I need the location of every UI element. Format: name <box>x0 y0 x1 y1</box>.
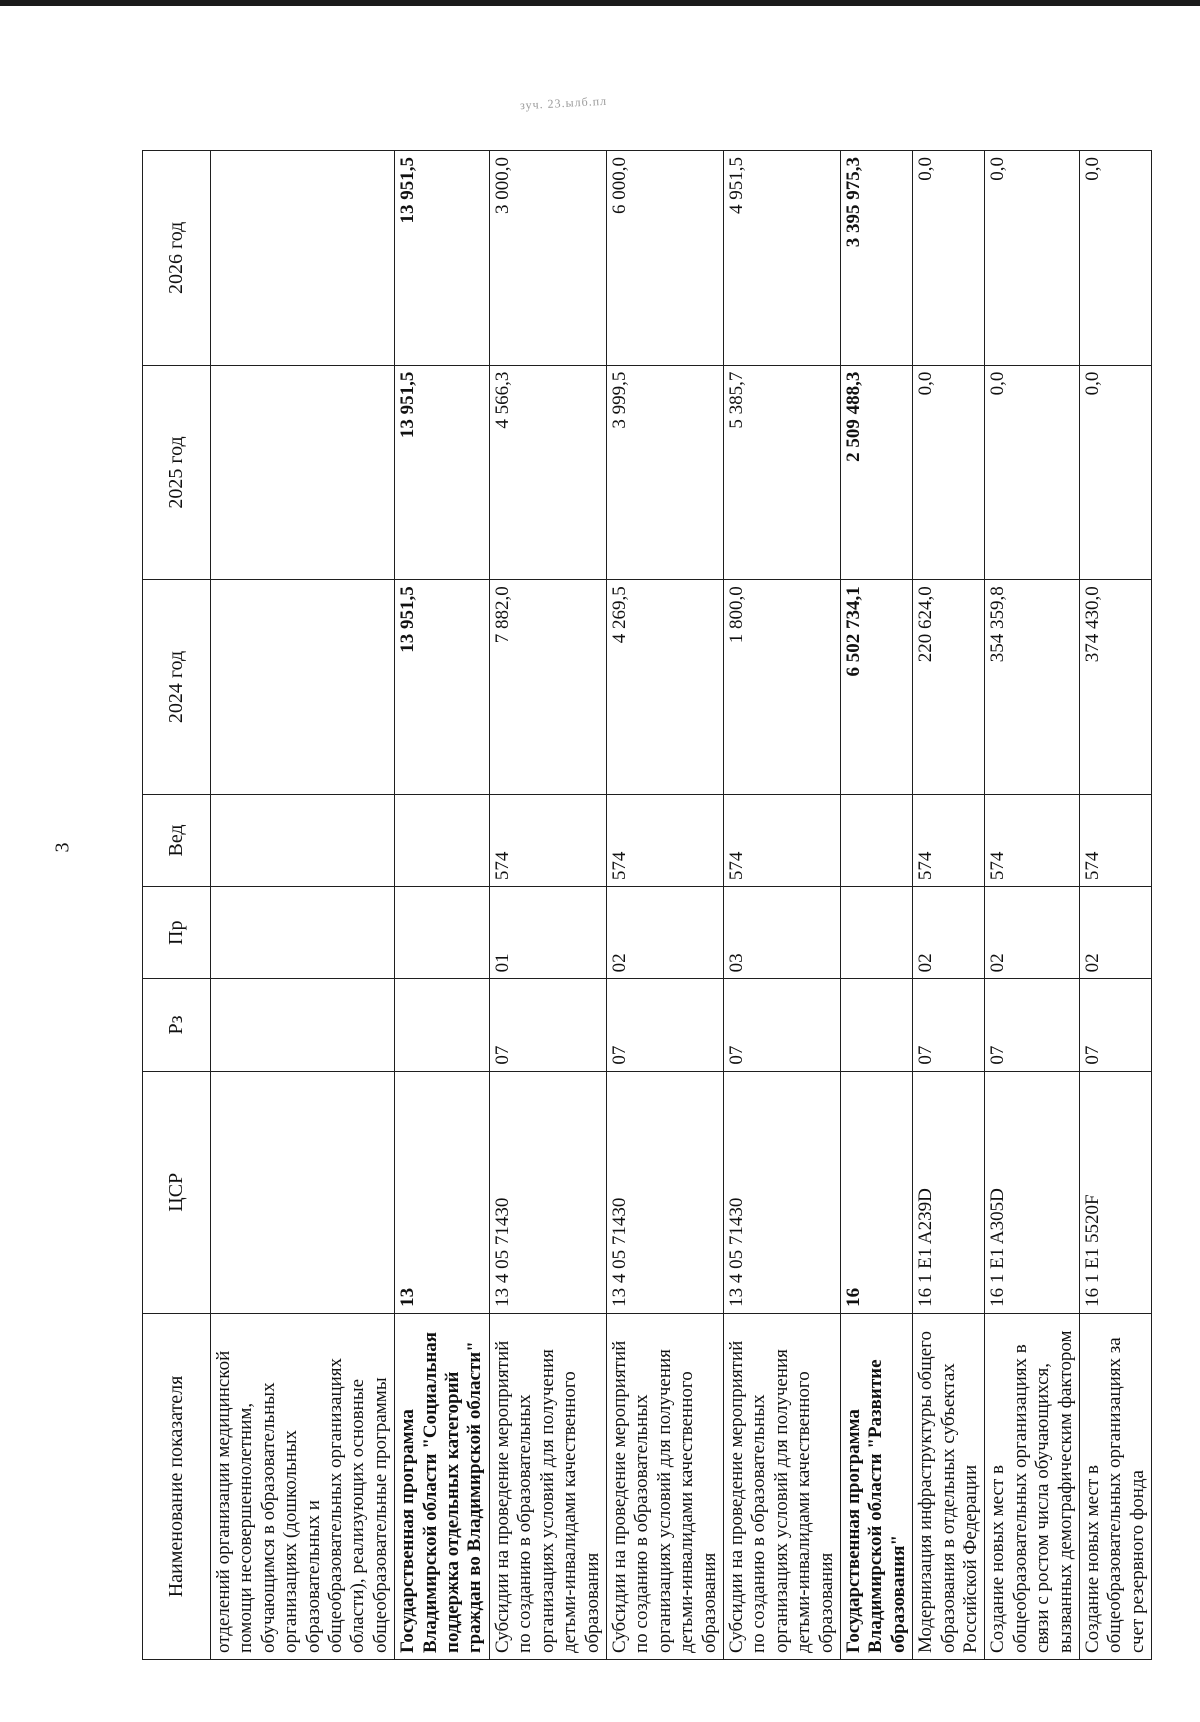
cell-2025: 13 951,5 <box>395 365 490 580</box>
cell-rz <box>211 979 395 1071</box>
cell-2024: 7 882,0 <box>489 580 606 795</box>
cell-ved <box>840 794 912 886</box>
cell-ved: 574 <box>985 794 1080 886</box>
cell-rz: 07 <box>489 979 606 1071</box>
cell-ved <box>395 794 490 886</box>
cell-ved: 574 <box>913 794 985 886</box>
cell-ved: 574 <box>1080 794 1152 886</box>
cell-2025 <box>211 365 395 580</box>
cell-rz <box>840 979 912 1071</box>
cell-pr: 01 <box>489 887 606 979</box>
cell-name: Субсидии на проведение мероприятий по созданию в образовательных организациях условий для получения детьми-инвалидами качественного образования <box>489 1313 606 1659</box>
cell-2025: 5 385,7 <box>723 365 840 580</box>
cell-name: отделений организации медицинской помощи несовершеннолетним, обучающимся в образовательных организациях (дошкольных образовательных и общеобразовательных организациях области), реализующих основные общеобразовательные программы <box>211 1313 395 1659</box>
header-2025: 2025 год <box>143 365 211 580</box>
cell-pr: 03 <box>723 887 840 979</box>
cell-2024: 13 951,5 <box>395 580 490 795</box>
header-pr: Пр <box>143 887 211 979</box>
cell-2024: 6 502 734,1 <box>840 580 912 795</box>
cell-rz: 07 <box>1080 979 1152 1071</box>
table-row <box>1080 151 1152 1660</box>
cell-2026: 4 951,5 <box>723 151 840 366</box>
budget-table <box>142 150 1152 1660</box>
cell-csr: 16 1 E1 5520F <box>1080 1071 1152 1313</box>
cell-pr <box>840 887 912 979</box>
cell-rz: 07 <box>723 979 840 1071</box>
header-2026: 2026 год <box>143 151 211 366</box>
cell-rz <box>395 979 490 1071</box>
cell-ved <box>211 794 395 886</box>
table-row <box>913 151 985 1660</box>
cell-name: Субсидии на проведение мероприятий по созданию в образовательных организациях условий для получения детьми-инвалидами качественного образования <box>723 1313 840 1659</box>
cell-csr: 13 4 05 71430 <box>723 1071 840 1313</box>
cell-2024: 4 269,5 <box>606 580 723 795</box>
cell-pr: 02 <box>985 887 1080 979</box>
header-rz: Рз <box>143 979 211 1071</box>
cell-2024: 374 430,0 <box>1080 580 1152 795</box>
rotated-table-container <box>142 150 1148 1660</box>
cell-2026: 0,0 <box>1080 151 1152 366</box>
header-csr: ЦСР <box>143 1071 211 1313</box>
cell-csr: 16 1 E1 A239D <box>913 1071 985 1313</box>
scan-edge <box>0 0 1200 6</box>
cell-csr: 13 <box>395 1071 490 1313</box>
cell-csr <box>211 1071 395 1313</box>
cell-pr: 02 <box>913 887 985 979</box>
cell-2024: 354 359,8 <box>985 580 1080 795</box>
cell-2026: 0,0 <box>985 151 1080 366</box>
table-header-row <box>143 151 211 1660</box>
cell-pr <box>211 887 395 979</box>
cell-2025: 0,0 <box>985 365 1080 580</box>
cell-name: Субсидии на проведение мероприятий по созданию в образовательных организациях условий для получения детьми-инвалидами качественного образования <box>606 1313 723 1659</box>
table-row-program <box>840 151 912 1660</box>
cell-csr: 13 4 05 71430 <box>489 1071 606 1313</box>
cell-csr: 13 4 05 71430 <box>606 1071 723 1313</box>
cell-2024: 220 624,0 <box>913 580 985 795</box>
table-row <box>211 151 395 1660</box>
cell-csr: 16 <box>840 1071 912 1313</box>
header-ved: Вед <box>143 794 211 886</box>
header-2024: 2024 год <box>143 580 211 795</box>
cell-2026: 13 951,5 <box>395 151 490 366</box>
cell-ved: 574 <box>723 794 840 886</box>
cell-name: Государственная программа Владимирской области "Социальная поддержка отдельных категорий граждан во Владимирской области" <box>395 1313 490 1659</box>
cell-2025: 0,0 <box>913 365 985 580</box>
cell-2025: 4 566,3 <box>489 365 606 580</box>
cell-2026 <box>211 151 395 366</box>
cell-csr: 16 1 E1 A305D <box>985 1071 1080 1313</box>
cell-pr <box>395 887 490 979</box>
table-row <box>985 151 1080 1660</box>
cell-2025: 3 999,5 <box>606 365 723 580</box>
cell-name: Создание новых мест в общеобразовательных организациях за счет резервного фонда <box>1080 1313 1152 1659</box>
cell-pr: 02 <box>1080 887 1152 979</box>
page-number: 3 <box>51 842 74 853</box>
cell-2025: 2 509 488,3 <box>840 365 912 580</box>
table-row <box>606 151 723 1660</box>
faint-stamp: зуч. 23.ылб.пл <box>519 93 608 113</box>
cell-rz: 07 <box>913 979 985 1071</box>
cell-2024 <box>211 580 395 795</box>
cell-ved: 574 <box>606 794 723 886</box>
cell-name: Модернизация инфраструктуры общего образования в отдельных субъектах Российской Федерации <box>913 1313 985 1659</box>
cell-name: Создание новых мест в общеобразовательных организациях в связи с ростом числа обучающихся, вызванных демографическим фактором <box>985 1313 1080 1659</box>
cell-2026: 6 000,0 <box>606 151 723 366</box>
cell-2026: 3 395 975,3 <box>840 151 912 366</box>
cell-name: Государственная программа Владимирской области "Развитие образования" <box>840 1313 912 1659</box>
cell-2025: 0,0 <box>1080 365 1152 580</box>
cell-2026: 0,0 <box>913 151 985 366</box>
cell-rz: 07 <box>985 979 1080 1071</box>
table-row <box>489 151 606 1660</box>
cell-2026: 3 000,0 <box>489 151 606 366</box>
table-row-program <box>395 151 490 1660</box>
cell-pr: 02 <box>606 887 723 979</box>
cell-2024: 1 800,0 <box>723 580 840 795</box>
header-name: Наименование показателя <box>143 1313 211 1659</box>
cell-rz: 07 <box>606 979 723 1071</box>
cell-ved: 574 <box>489 794 606 886</box>
table-row <box>723 151 840 1660</box>
